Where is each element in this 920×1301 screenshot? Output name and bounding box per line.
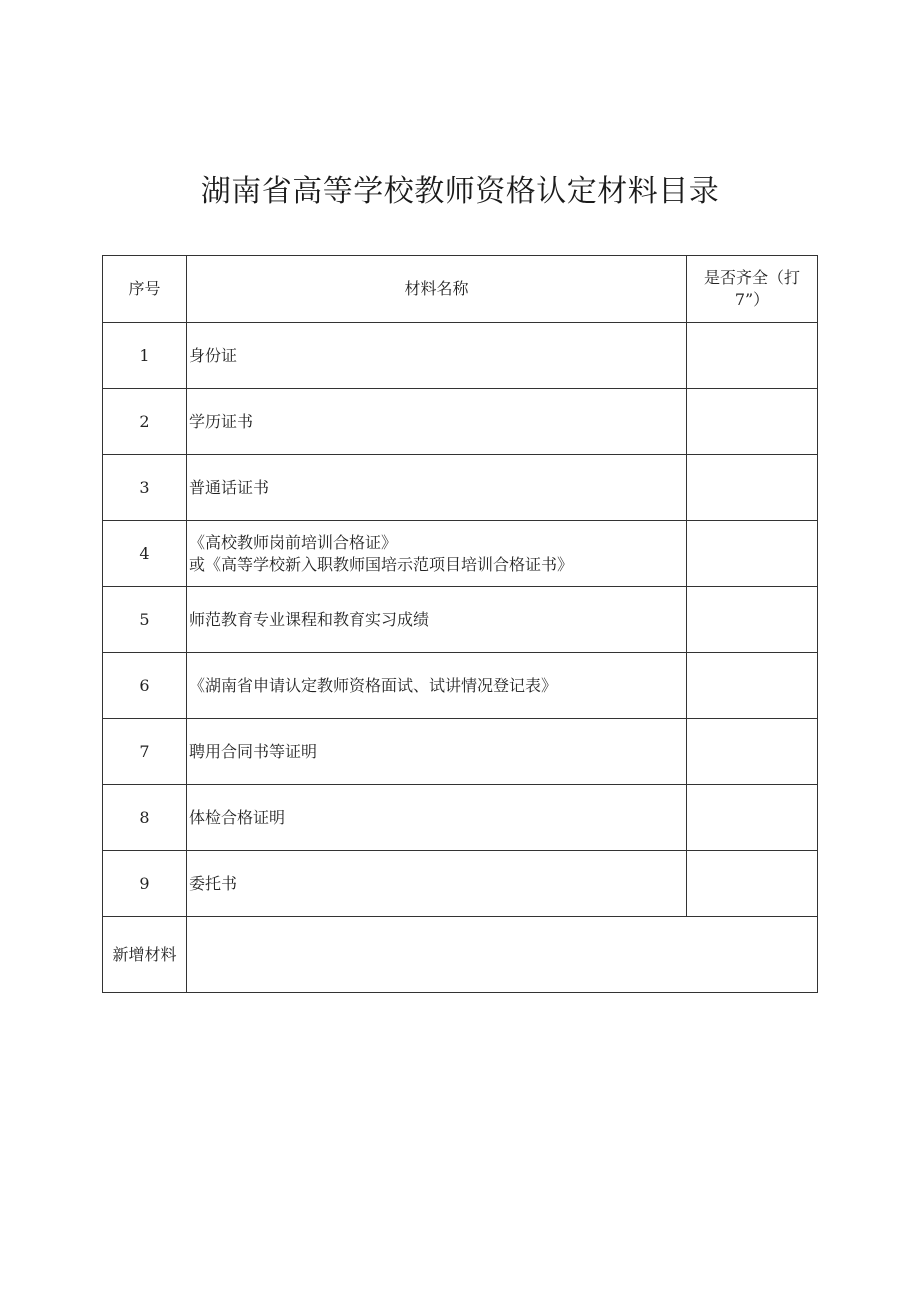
header-material-name: 材料名称 [187,256,687,323]
new-materials-label: 新增材料 [103,917,187,993]
row-serial-number: 6 [103,653,187,719]
row-complete-check-cell[interactable] [687,851,818,917]
row-complete-check-cell[interactable] [687,719,818,785]
header-serial-number: 序号 [103,256,187,323]
row-serial-number: 5 [103,587,187,653]
material-name-line: 师范教育专业课程和教育实习成绩 [189,609,430,629]
row-complete-check-cell[interactable] [687,323,818,389]
row-serial-number: 4 [103,521,187,587]
header-complete-check: 是否齐全（打7”） [687,256,818,323]
material-name-line: 《湖南省申请认定教师资格面试、试讲情况登记表》 [189,675,558,695]
new-materials-field[interactable] [187,917,818,993]
table-row [103,323,818,389]
row-complete-check-cell[interactable] [687,785,818,851]
row-complete-check-cell[interactable] [687,653,818,719]
row-serial-number: 3 [103,455,187,521]
table-row [103,587,818,653]
row-material-name [187,323,687,389]
table-row [103,521,818,587]
row-material-name [187,785,687,851]
table-row [103,455,818,521]
row-serial-number: 1 [103,323,187,389]
table-body [103,323,818,993]
material-name-line: 普通话证书 [189,477,270,497]
row-material-name [187,587,687,653]
material-name-line: 身份证 [189,345,238,365]
materials-table [102,255,818,993]
material-name-line: 或《高等学校新入职教师国培示范项目培训合格证书》 [189,554,574,574]
row-material-name [187,521,687,587]
row-serial-number: 7 [103,719,187,785]
table-row [103,389,818,455]
table-row [103,785,818,851]
row-serial-number: 9 [103,851,187,917]
row-material-name [187,455,687,521]
row-serial-number: 8 [103,785,187,851]
row-material-name [187,851,687,917]
row-material-name [187,653,687,719]
row-serial-number: 2 [103,389,187,455]
new-materials-row [103,917,818,993]
row-complete-check-cell[interactable] [687,455,818,521]
row-complete-check-cell[interactable] [687,587,818,653]
material-name-line: 聘用合同书等证明 [189,741,318,761]
material-name-line: 体检合格证明 [189,807,286,827]
row-complete-check-cell[interactable] [687,521,818,587]
page-title: 湖南省高等学校教师资格认定材料目录 [200,174,720,209]
table-header-row [103,256,818,323]
material-name-line: 委托书 [189,873,238,893]
table-row [103,851,818,917]
row-material-name [187,719,687,785]
material-name-line: 学历证书 [189,411,254,431]
table-row [103,719,818,785]
table-row [103,653,818,719]
row-material-name [187,389,687,455]
row-complete-check-cell[interactable] [687,389,818,455]
material-name-line: 《高校教师岗前培训合格证》 [189,532,398,552]
